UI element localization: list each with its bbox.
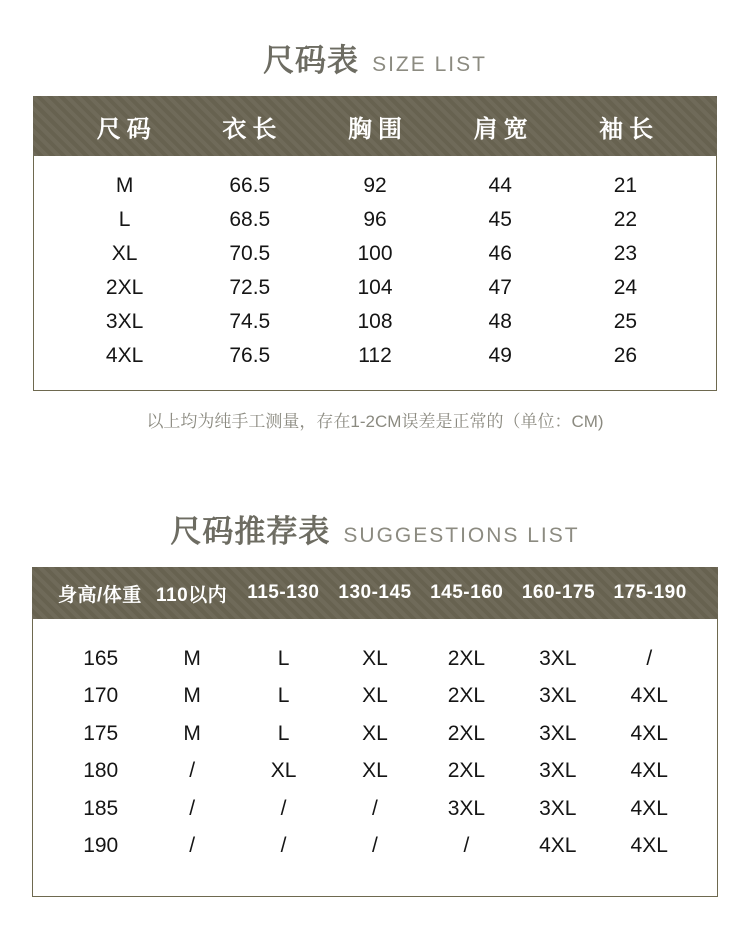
header-cell: 175-190 <box>613 582 687 603</box>
table-cell: 2XL <box>105 276 144 299</box>
table-cell: 112 <box>358 344 392 367</box>
table-row <box>62 305 688 339</box>
table-row <box>55 678 695 716</box>
table-cell: 96 <box>363 208 387 231</box>
table-row <box>55 640 695 678</box>
size-table-body <box>33 156 717 391</box>
table-cell: 4XL <box>105 344 144 367</box>
table-cell: XL <box>362 721 388 745</box>
table-cell: 3XL <box>105 310 144 333</box>
table-cell: M <box>115 174 134 197</box>
table-cell: 3XL <box>539 684 577 708</box>
header-cell: 胸围 <box>347 115 408 143</box>
table-row <box>62 203 688 237</box>
table-cell: 24 <box>613 276 638 299</box>
table-cell: 180 <box>83 759 119 783</box>
suggestion-table <box>32 567 718 897</box>
table-row <box>55 828 695 866</box>
table-cell: 3XL <box>539 796 577 820</box>
table-cell: 185 <box>83 796 119 820</box>
header-cell: 衣长 <box>222 115 283 143</box>
header-cell: 160-175 <box>521 582 596 603</box>
table-cell: / <box>189 759 196 783</box>
table-cell: 4XL <box>630 834 668 858</box>
table-cell: 104 <box>357 276 393 299</box>
table-cell: M <box>183 684 201 708</box>
table-cell: 70.5 <box>229 242 271 265</box>
table-cell: 2XL <box>447 684 486 708</box>
suggestion-table-title-en: SUGGESTIONS LIST <box>343 524 580 547</box>
table-row <box>62 169 688 203</box>
table-cell: 49 <box>488 344 512 367</box>
table-cell: 23 <box>613 242 638 265</box>
table-cell: 108 <box>357 310 393 333</box>
table-cell: L <box>277 721 290 745</box>
table-cell: / <box>372 834 378 858</box>
table-row <box>55 790 695 828</box>
table-cell: 3XL <box>539 759 577 783</box>
suggestion-table-title-block <box>0 506 750 551</box>
table-cell: 21 <box>613 174 638 197</box>
table-row <box>55 715 695 753</box>
size-table-title-cn: 尺码表 <box>263 43 360 78</box>
table-cell: M <box>183 721 201 745</box>
table-cell: 2XL <box>447 721 486 745</box>
table-cell: 4XL <box>630 796 668 820</box>
size-table-title-block <box>0 35 750 80</box>
table-cell: 165 <box>83 646 119 670</box>
header-cell: 肩宽 <box>473 115 534 143</box>
table-cell: XL <box>111 242 138 265</box>
table-cell: 170 <box>83 684 119 708</box>
table-cell: 3XL <box>539 721 577 745</box>
table-cell: XL <box>362 646 388 670</box>
table-cell: 4XL <box>630 721 668 745</box>
table-cell: 46 <box>488 242 512 265</box>
measurement-note: 以上均为纯手工测量，存在1-2CM误差是正常的（单位：CM) <box>146 412 604 431</box>
table-cell: 74.5 <box>229 310 271 333</box>
table-cell: / <box>280 834 287 858</box>
table-cell: / <box>189 796 196 820</box>
table-cell: 76.5 <box>229 344 271 367</box>
suggestion-table-body <box>32 619 718 897</box>
table-cell: / <box>646 646 653 670</box>
table-cell: 3XL <box>539 646 577 670</box>
table-cell: 92 <box>363 174 387 197</box>
table-cell: XL <box>362 759 388 783</box>
size-table-header-row <box>33 96 717 156</box>
table-cell: 4XL <box>630 684 668 708</box>
header-cell: 145-160 <box>430 582 504 603</box>
header-cell: 115-130 <box>247 582 320 603</box>
suggestion-table-title-cn: 尺码推荐表 <box>170 514 331 549</box>
table-cell: 72.5 <box>229 276 271 299</box>
table-cell: 44 <box>488 174 512 197</box>
table-row <box>62 237 688 271</box>
table-cell: L <box>277 684 290 708</box>
table-cell: 48 <box>488 310 512 333</box>
header-cell: 袖长 <box>599 115 660 143</box>
table-cell: 68.5 <box>229 208 271 231</box>
table-cell: 2XL <box>447 646 486 670</box>
header-cell: 尺码 <box>96 115 157 143</box>
table-row <box>55 753 695 791</box>
table-cell: 26 <box>613 344 638 367</box>
table-cell: 47 <box>488 276 512 299</box>
table-cell: / <box>372 796 378 820</box>
table-row <box>62 271 688 305</box>
header-cell: 身高/体重 <box>57 584 142 606</box>
suggestion-table-header-row <box>32 567 718 619</box>
table-cell: XL <box>270 759 297 783</box>
table-cell: 45 <box>488 208 512 231</box>
table-cell: 100 <box>357 242 393 265</box>
table-cell: 190 <box>83 834 119 858</box>
table-cell: / <box>189 834 196 858</box>
table-cell: 4XL <box>630 759 668 783</box>
table-cell: / <box>280 796 287 820</box>
table-cell: 3XL <box>447 796 486 820</box>
header-cell: 130-145 <box>338 582 412 603</box>
header-cell: 110以内 <box>156 584 228 606</box>
table-cell: 4XL <box>539 834 577 858</box>
table-cell: 175 <box>83 721 119 745</box>
table-cell: 66.5 <box>229 174 271 197</box>
table-row <box>62 339 688 373</box>
table-cell: L <box>118 208 131 231</box>
table-cell: 22 <box>613 208 638 231</box>
size-table-title-en: SIZE LIST <box>372 53 487 76</box>
table-cell: XL <box>362 684 388 708</box>
table-cell: 2XL <box>447 759 486 783</box>
table-cell: / <box>463 834 470 858</box>
size-table <box>33 96 717 391</box>
table-cell: L <box>277 646 290 670</box>
table-cell: 25 <box>613 310 638 333</box>
table-cell: M <box>183 646 201 670</box>
